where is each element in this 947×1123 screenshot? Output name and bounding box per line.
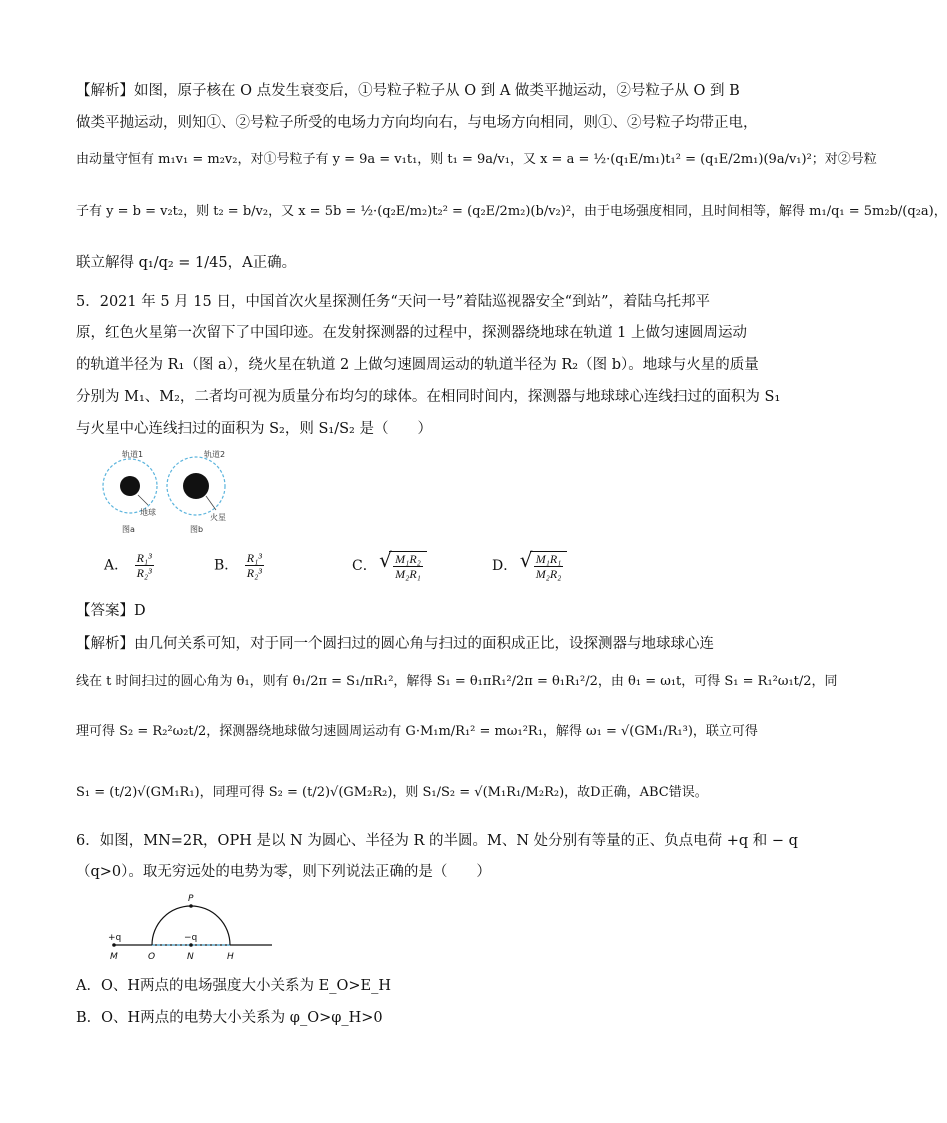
q5-line5: 与火星中心连线扫过的面积为 S₂，则 S₁/S₂ 是（ ） [76, 421, 432, 437]
charge-figure [100, 888, 280, 966]
label-plus-q: +q [108, 933, 122, 943]
q5-option-d[interactable]: D． √ $\frac{\text{M₁R₁}}{\text{M₂R₂}}$ [492, 551, 567, 581]
q5-analysis-line3: 理可得 S₂ = R₂²ω₂t/2，探测器绕地球做匀速圆周运动有 G·M₁m/R₁² = mω₁²R₁，解得 ω₁ = √(GM₁/R₁³)，联立可得 [76, 724, 758, 739]
label-minus-q: −q [184, 933, 198, 943]
q6-option-b[interactable]: B．O、H两点的电势大小关系为 φ_O>φ_H>0 [76, 1010, 383, 1026]
point-n [189, 943, 193, 947]
orbit2-label: 轨道2 [204, 450, 226, 459]
point-p [189, 904, 193, 908]
q5-analysis-line4: S₁ = (t/2)√(GM₁R₁)，同理可得 S₂ = (t/2)√(GM₂R₂)，则 S₁/S₂ = √(M₁R₁/M₂R₂)，故D正确，ABC错误。 [76, 785, 708, 800]
mars-label: 火星 [210, 513, 226, 522]
label-n: N [187, 952, 194, 962]
q5-line2: 原，红色火星第一次留下了中国印迹。在发射探测器的过程中，探测器绕地球在轨道 1 上做匀速圆周运动 [76, 325, 747, 341]
analysis4-line5: 联立解得 q₁/q₂ = 1/45，A正确。 [76, 255, 297, 271]
point-m [112, 943, 116, 947]
orbit1-label: 轨道1 [122, 450, 144, 459]
q5-line3: 的轨道半径为 R₁（图 a），绕火星在轨道 2 上做匀速圆周运动的轨道半径为 R₂（图 b）。地球与火星的质量 [76, 357, 759, 373]
analysis4-line2: 做类平抛运动，则知①、②号粒子所受的电场力方向均向右，与电场方向相同，则①、②号粒子均带正电， [76, 115, 758, 131]
fig-b-label: 图b [190, 525, 204, 534]
earth-pointer [138, 495, 148, 505]
earth-label: 地球 [140, 508, 156, 517]
label-m: M [110, 952, 118, 962]
q5-analysis-line1: 【解析】由几何关系可知，对于同一个圆扫过的圆心角与扫过的面积成正比，设探测器与地球球心连 [76, 636, 714, 652]
earth-disk [120, 476, 140, 496]
orbit-figure [100, 448, 250, 538]
q5-answer: 【答案】D [76, 603, 146, 619]
q6-line2: （q>0）。取无穷远处的电势为零，则下列说法正确的是（ ） [76, 864, 491, 880]
analysis4-line4: 子有 y = b = v₂t₂，则 t₂ = b/v₂，又 x = 5b = ½·(q₂E/m₂)t₂² = (q₂E/2m₂)(b/v₂)²，由于电场强度相同，且时间相等，解得 m₁/q₁ = 5m₂b/(q₂a)， [76, 204, 947, 219]
q6-option-a[interactable]: A．O、H两点的电场强度大小关系为 E_O>E_H [76, 978, 391, 994]
mars-pointer [206, 496, 216, 510]
q6-line1: 6．如图，MN=2R，OPH 是以 N 为圆心、半径为 R 的半圆。M、N 处分别有等量的正、负点电荷 +q 和 − q [76, 833, 798, 849]
label-o: O [148, 952, 156, 962]
label-h: H [227, 952, 234, 962]
q5-analysis-line2: 线在 t 时间扫过的圆心角为 θ₁，则有 θ₁/2π = S₁/πR₁²，解得 S₁ = θ₁πR₁²/2π = θ₁R₁²/2，由 θ₁ = ω₁t，可得 S₁ = R₁²ω₁t/2，同 [76, 674, 838, 689]
fig-a-label: 图a [122, 525, 135, 534]
q5-option-c[interactable]: C． √ $\frac{\text{M₁R₂}}{\text{M₂R₁}}$ [352, 551, 427, 581]
analysis4-line3: 由动量守恒有 m₁v₁ = m₂v₂，对①号粒子有 y = 9a = v₁t₁，则 t₁ = 9a/v₁，又 x = a = ½·(q₁E/m₁)t₁² = (q₁E/2m₁)(9a/v₁)²；对②号粒 [76, 152, 877, 167]
analysis4-line1: 【解析】如图，原子核在 O 点发生衰变后，①号粒子粒子从 O 到 A 做类平抛运动，②号粒子从 O 到 B [76, 83, 740, 99]
q5-line4: 分别为 M₁、M₂，二者均可视为质量分布均匀的球体。在相同时间内，探测器与地球球心连线扫过的面积为 S₁ [76, 389, 781, 405]
q5-line1: 5．2021 年 5 月 15 日，中国首次火星探测任务“天问一号”着陆巡视器安全“到站”，着陆乌托邦平 [76, 294, 710, 310]
label-p: P [188, 894, 194, 904]
q5-option-a[interactable]: A． $\frac{\text{R₁³}}{\text{R₂³}}$ [104, 551, 152, 580]
mars-disk [183, 473, 209, 499]
q5-option-b[interactable]: B． $\frac{\text{R₁³}}{\text{R₂³}}$ [214, 551, 262, 580]
